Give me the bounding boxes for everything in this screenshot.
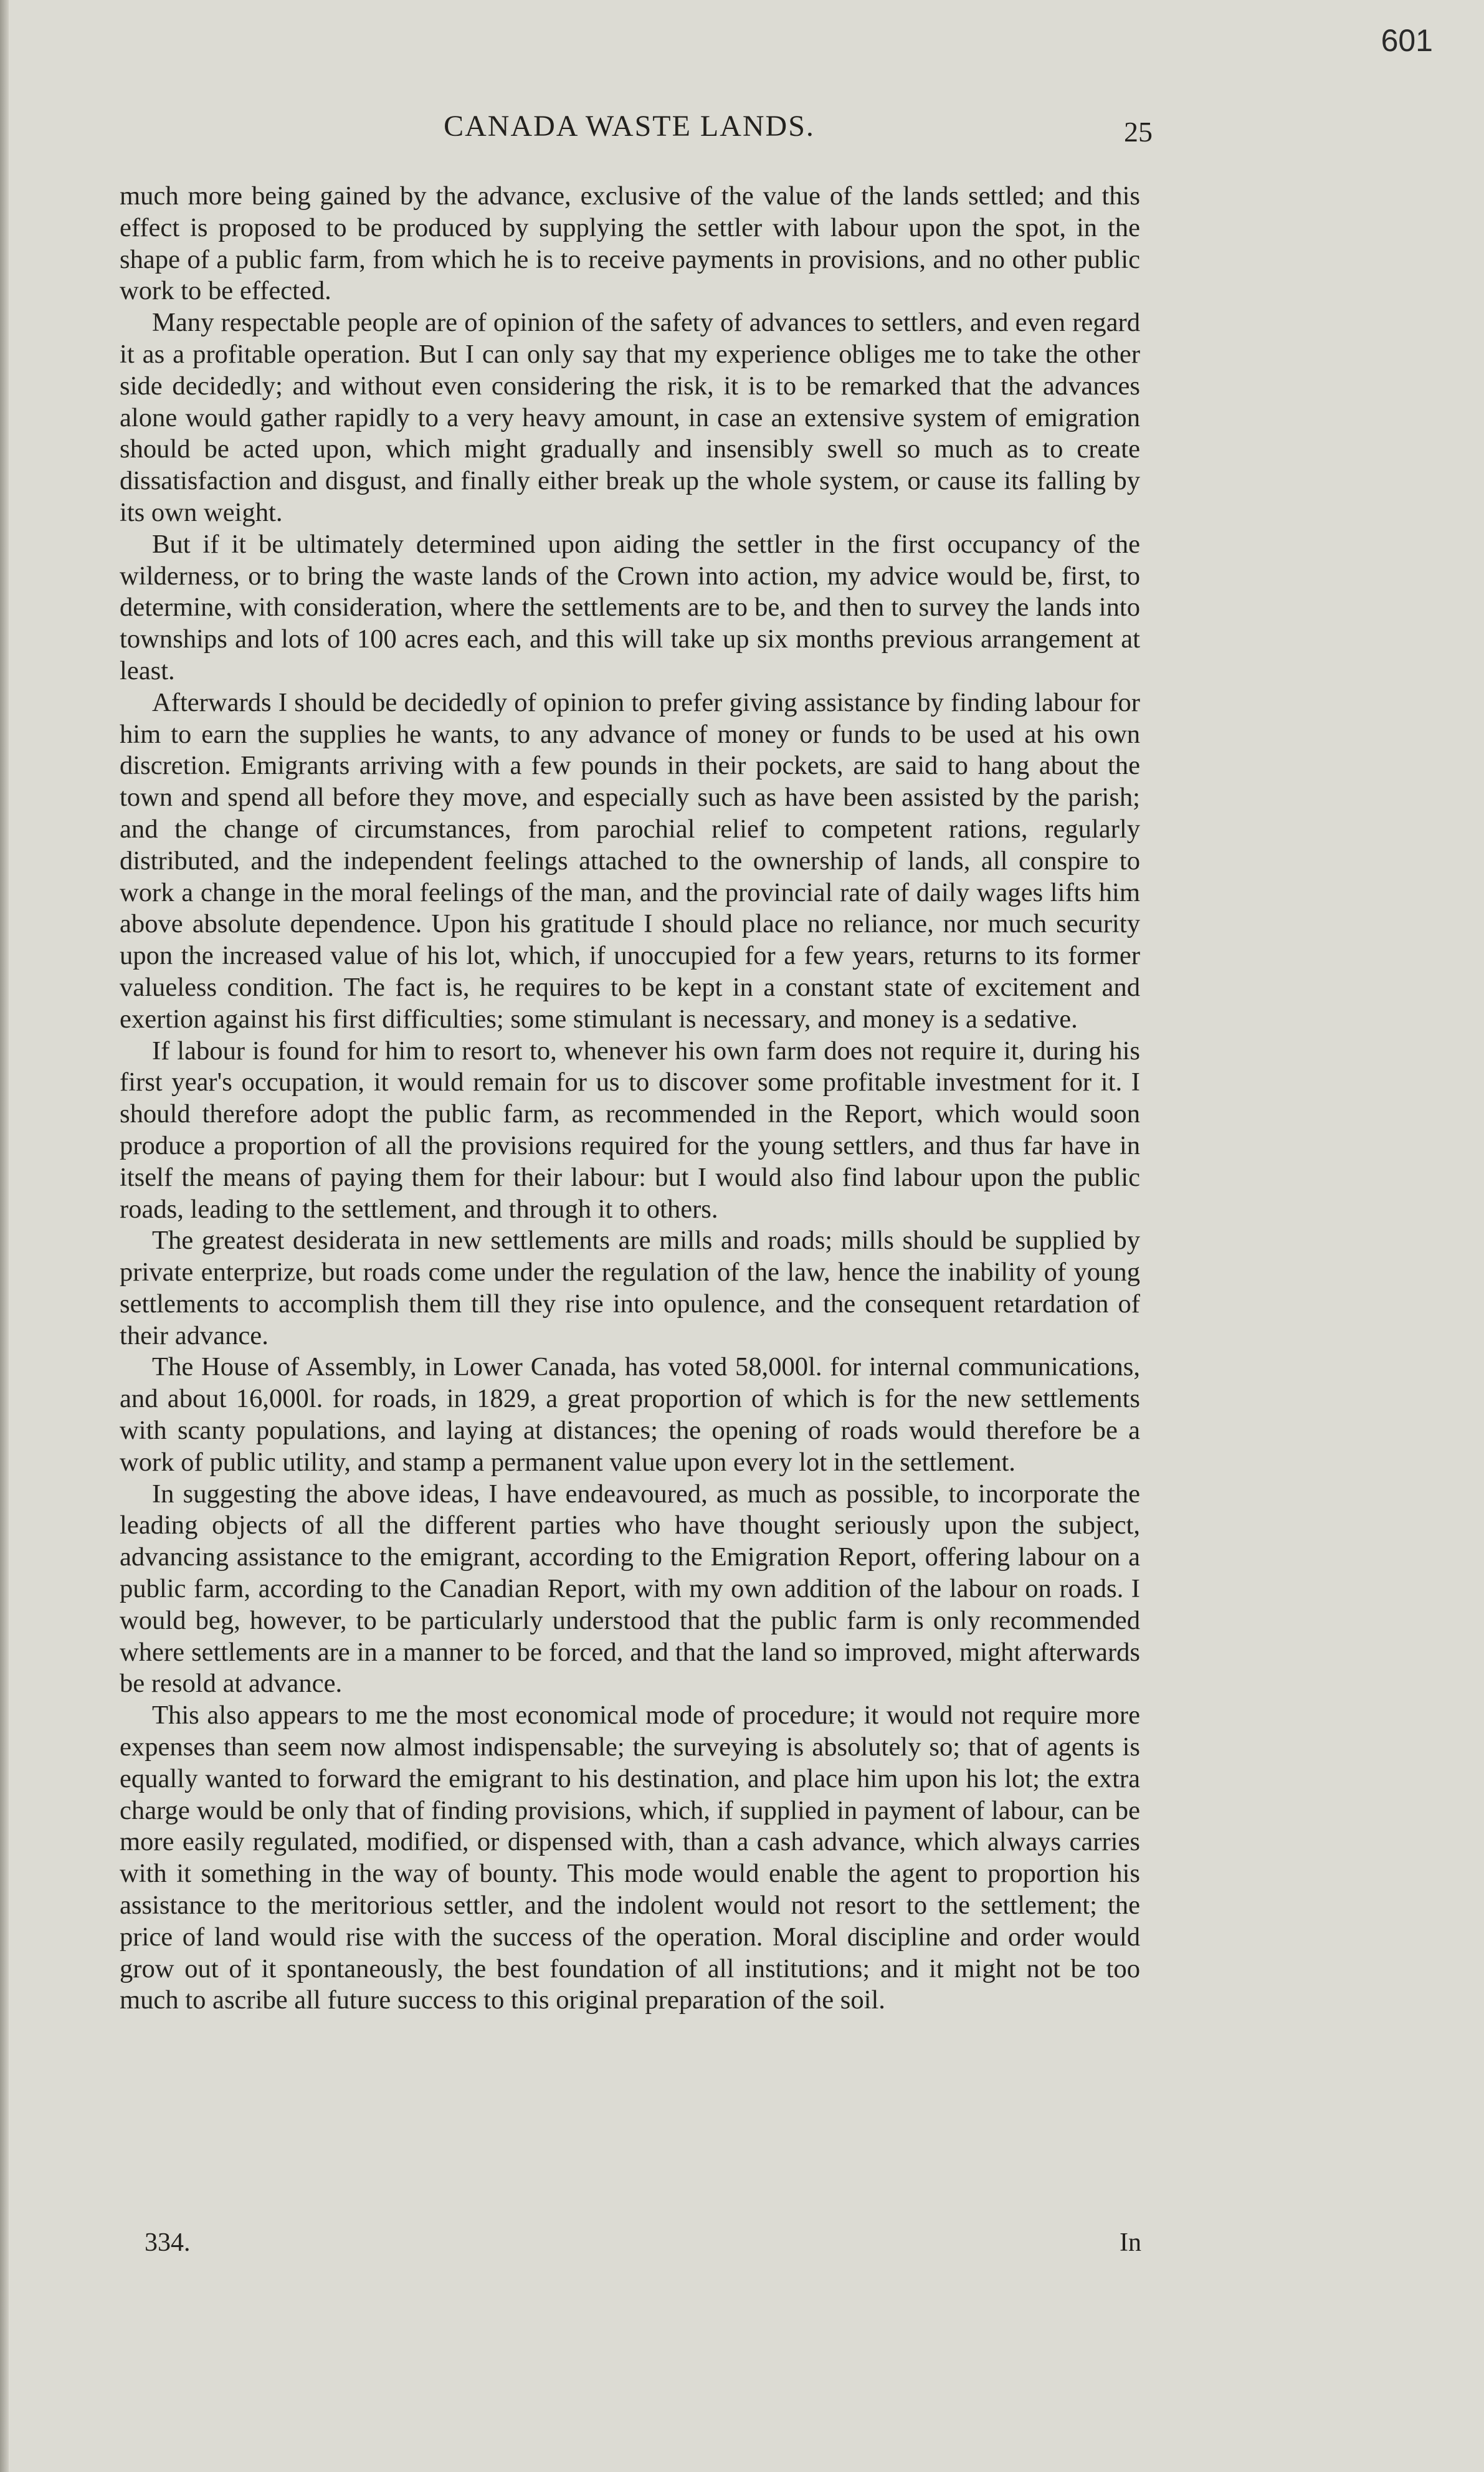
paragraph: Afterwards I should be decidedly of opinion to prefer giving assistance by finding labour for him to earn the supplies he wants, to any advance of money or funds to be used at his own discretion. Emigrants arriving with a few pounds in their pockets, are said to hang about the town and spend all before they move, and especially such as have been assisted by the parish; and the change of circumstances, from parochial relief to competent rations, regularly distributed, and the independent feelings attached to the ownership of lands, all conspire to work a change in the moral feelings of the man, and the provincial rate of daily wages lifts him above absolute dependence. Upon his gratitude I should place no reliance, nor much security upon the increased value of his lot, which, if unoccupied for a few years, returns to its former valueless condition. The fact is, he requires to be kept in a constant state of excitement and exertion against his first difficulties; some stimulant is necessary, and money is a sedative.: [120, 687, 1140, 1034]
page-binding-edge: [0, 0, 9, 2472]
paragraph: The greatest desiderata in new settlements are mills and roads; mills should be supplied by private enterprize, but roads come under the regulation of the law, hence the inability of young settlements to accomplish them till they rise into opulence, and the consequent retardation of their advance.: [120, 1226, 1140, 1350]
paragraph: But if it be ultimately determined upon aiding the settler in the first occupancy of the wilderness, or to bring the waste lands of the Crown into action, my advice would be, first, to determine, with consideration, where the settlements are to be, and then to survey the lands into townships and lots of 100 acres each, and this will take up six months previous arrangement at least.: [120, 529, 1140, 685]
running-title: CANADA WASTE LANDS.: [444, 110, 815, 143]
paragraph: In suggesting the above ideas, I have endeavoured, as much as possible, to incorporate the leading objects of all the different parties who have thought seriously upon the subject, advancing assistance to the emigrant, according to the Emigration Report, offering labour on a public farm, according to the Canadian Report, with my own addition of the labour on roads. I would beg, however, to be particularly understood that the public farm is only recommended where settlements are in a manner to be forced, and that the land so improved, might afterwards be resold at advance.: [120, 1479, 1140, 1699]
paragraph: much more being gained by the advance, exclusive of the value of the lands settled; and this effect is proposed to be produced by supplying the settler with labour upon the spot, in the shape of a public farm, from which he is to receive payments in provisions, and no other public work to be effected.: [120, 181, 1140, 306]
printed-page-number: 25: [1124, 116, 1153, 148]
signature-mark: 334.: [145, 2228, 191, 2257]
catchword: In: [1120, 2228, 1141, 2257]
archive-page-number: 601: [1381, 23, 1433, 58]
paragraph: The House of Assembly, in Lower Canada, has voted 58,000l. for internal communications, and about 16,000l. for roads, in 1829, a great proportion of which is for the new settlements with scanty populations, and laying at distances; the opening of roads would therefore be a work of public utility, and stamp a permanent value upon every lot in the settlement.: [120, 1352, 1140, 1477]
body-text: [120, 181, 1140, 2016]
paragraph: If labour is found for him to resort to, whenever his own farm does not require it, during his first year's occupation, it would remain for us to discover some profitable investment for it. I should therefore adopt the public farm, as recommended in the Report, which would soon produce a proportion of all the provisions required for the young settlers, and thus far have in itself the means of paying them for their labour: but I would also find labour upon the public roads, leading to the settlement, and through it to others.: [120, 1036, 1140, 1224]
paragraph: Many respectable people are of opinion of the safety of advances to settlers, and even regard it as a profitable operation. But I can only say that my experience obliges me to take the other side decidedly; and without even considering the risk, it is to be remarked that the advances alone would gather rapidly to a very heavy amount, in case an extensive system of emigration should be acted upon, which might gradually and insensibly swell so much as to create dissatisfaction and disgust, and finally either break up the whole system, or cause its falling by its own weight.: [120, 308, 1140, 527]
paragraph: This also appears to me the most economical mode of procedure; it would not require more expenses than seem now almost indispensable; the surveying is absolutely so; that of agents is equally wanted to forward the emigrant to his destination, and place him upon his lot; the extra charge would be only that of finding provisions, which, if supplied in payment of labour, can be more easily regulated, modified, or dispensed with, than a cash advance, which always carries with it something in the way of bounty. This mode would enable the agent to proportion his assistance to the meritorious settler, and the indolent would not resort to the settlement; the price of land would rise with the success of the operation. Moral discipline and order would grow out of it spontaneously, the best foundation of all institutions; and it might not be too much to ascribe all future success to this original preparation of the soil.: [120, 1701, 1140, 2015]
